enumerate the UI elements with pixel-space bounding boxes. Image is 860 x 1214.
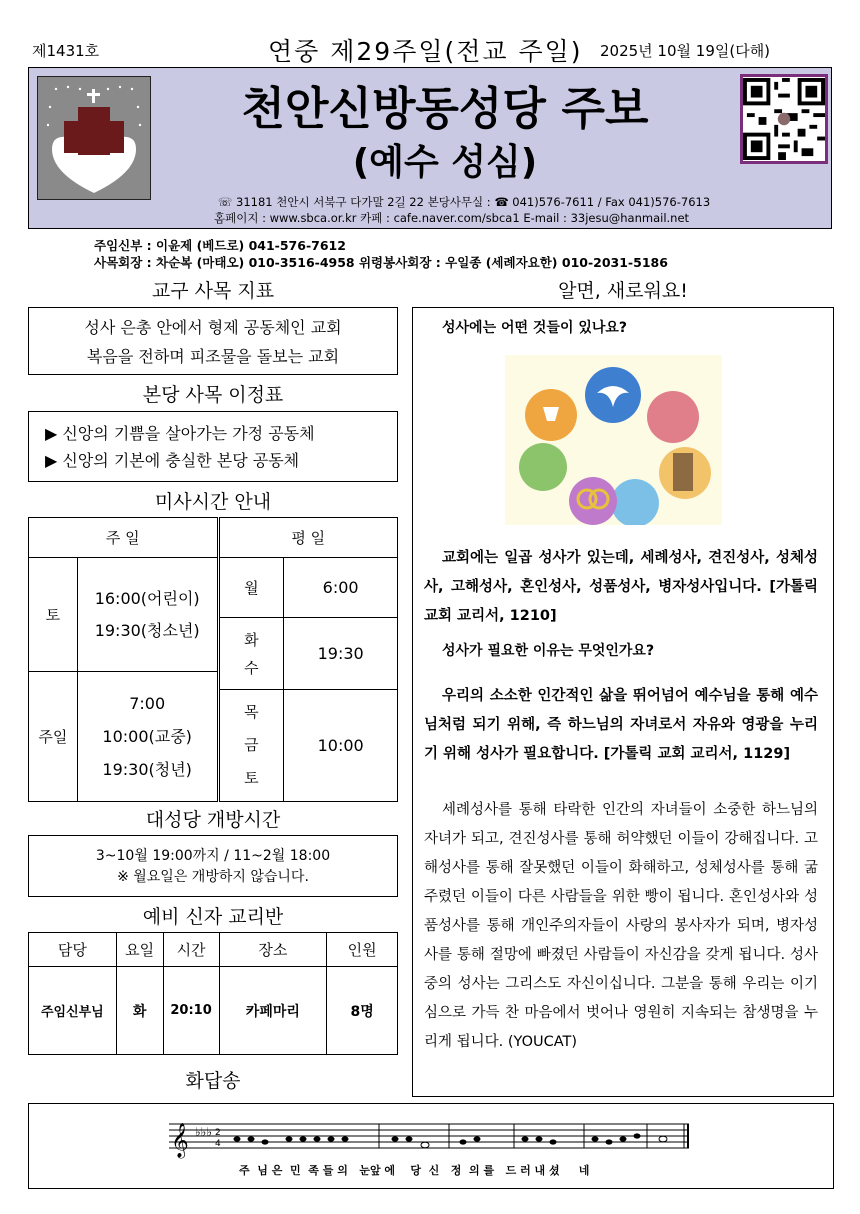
mass-table [28,517,398,802]
column-header: 시간 [163,933,219,967]
article-heading: 알면, 새로워요! [558,280,688,302]
sunday-label: 주일 [29,672,78,802]
table-cell: 카페마리 [219,967,327,1055]
svg-text:4: 4 [215,1139,221,1149]
bulletin-subtitle: (예수 성심) [352,142,538,183]
psalm-score-box [28,1103,834,1189]
open-hours-line: 3~10월 19:00까지 / 11~2월 18:00 [95,848,331,864]
question-1: 성사에는 어떤 것들이 있나요? [442,320,628,336]
psalm-lyrics: 주 님 은 민 족 들 의 눈앞 에 당 신 정 의 를 드 러 내 셨 네 [239,1164,590,1177]
monday-time: 6:00 [284,558,398,618]
catechism-table [28,932,398,1055]
tue-wed-time: 19:30 [284,618,398,690]
mass-time: 16:00(어린이) [94,588,200,608]
sunday-times [77,672,218,802]
day-label: 토 [244,769,259,787]
goal-item: ▶ 신앙의 기쁨을 살아가는 가정 공동체 [45,424,315,443]
mass-time: 19:30(청소년) [94,620,200,640]
parish-goals-heading: 본당 사목 이정표 [142,384,284,406]
monday-label: 월 [218,558,284,618]
sacraments-illustration [505,355,722,525]
answer-1: 교회에는 일곱 성사가 있는데, 세례성사, 견진성사, 성체성사, 고해성사, 혼인성사, 성품성사, 병자성사입니다. [가톨릭 교회 교리서, 1210] [424,550,818,624]
saturday-times [77,558,218,672]
qr-code[interactable] [740,74,828,164]
parish-web: 홈페이지 : www.sbca.or.kr 카페 : cafe.naver.com/sbca1 E-mail : 33jesu@hanmail.net [214,211,690,225]
day-label: 수 [244,658,259,677]
vision-line: 복음을 전하며 피조물을 돌보는 교회 [86,347,340,366]
mass-time: 10:00(교중) [102,727,192,746]
bulletin-title: 천안신방동성당 주보 [241,82,649,135]
answer-2: 우리의 소소한 인간적인 삶을 뛰어넘어 예수님을 통해 예수님처럼 되기 위해, 즉 하느님의 자녀로서 자유와 영광을 누리기 위해 성사가 필요합니다. [가톨릭 교회 교리서, 1129] [424,688,818,762]
goal-item: ▶ 신앙의 기본에 충실한 본당 공동체 [45,451,300,470]
church-open-box [28,835,398,897]
vision-line: 성사 은총 안에서 형제 공동체인 교회 [84,318,342,337]
day-label: 화 [244,630,259,649]
psalm-heading: 화답송 [185,1070,241,1092]
sunday-header: 주 일 [29,518,219,558]
vision-box [28,307,398,375]
svg-text:♭♭♭: ♭♭♭ [195,1125,212,1139]
tue-wed-label [218,618,284,690]
column-header: 담당 [29,933,117,967]
mass-heading: 미사시간 안내 [154,491,272,513]
council-info: 사목회장 : 차순복 (마태오) 010-3516-4958 위령봉사회장 : 우일종 (세례자요한) 010-2031-5186 [94,255,668,270]
table-cell: 20:10 [163,967,219,1055]
church-logo [37,76,151,200]
mass-time: 7:00 [129,694,166,713]
column-header: 인원 [327,933,398,967]
table-cell: 주임신부님 [29,967,117,1055]
day-label: 목 [244,703,259,721]
mass-time: 19:30(청년) [102,760,192,779]
thu-fri-sat-time: 10:00 [284,690,398,802]
saturday-label: 토 [29,558,78,672]
thu-fri-sat-label [218,690,284,802]
table-cell: 8명 [327,967,398,1055]
table-cell: 화 [116,967,163,1055]
vision-heading: 교구 사목 지표 [151,280,275,302]
church-open-heading: 대성당 개방시간 [145,809,281,831]
pastor-info: 주임신부 : 이윤제 (베드로) 041-576-7612 [94,238,346,253]
liturgical-title: 연중 제29주일(전교 주일) [268,37,583,66]
parish-goals-box [28,411,398,482]
svg-text:2: 2 [215,1128,221,1138]
column-header: 요일 [116,933,163,967]
parish-address: ☏ 31181 천안시 서북구 다가말 2길 22 본당사무실 : ☎ 041)576-7611 / Fax 041)576-7613 [218,195,711,209]
issue-date: 2025년 10월 19일(다해) [600,42,771,60]
weekday-header: 평 일 [218,518,397,558]
column-header: 장소 [219,933,327,967]
music-staff [169,1116,699,1160]
open-hours-note: ※ 월요일은 개방하지 않습니다. [117,869,309,885]
question-2: 성사가 필요한 이유는 무엇인가요? [442,643,655,659]
day-label: 금 [244,736,259,754]
svg-text:𝄞: 𝄞 [171,1123,189,1158]
answer-3: 세례성사를 통해 타락한 인간의 자녀들이 소중한 하느님의 자녀가 되고, 견진성사를 통해 허약했던 이들이 강해집니다. 고해성사를 통해 잘못했던 이들이 화해하고, 성체성사를 통해 굶주렸던 이들이 다른 사람들을 위한 빵이 됩니다. 혼인성사와 성품성사를 통해 개인주의자들이 사랑의 봉사자가 되며, 병자성사를 통해 절망에 빠졌던 사람들이 자신감을 갖게 됩니다. 성사 중의 성사는 그리스도 자신이십니다. 그분을 통해 우리는 이기심으로 가득 찬 마음에서 벗어나 영원히 지속되는 참생명을 누리게 됩니다. (YOUCAT) [424,802,818,1050]
catechism-heading: 예비 신자 교리반 [142,906,284,928]
issue-number: 제1431호 [32,42,100,60]
